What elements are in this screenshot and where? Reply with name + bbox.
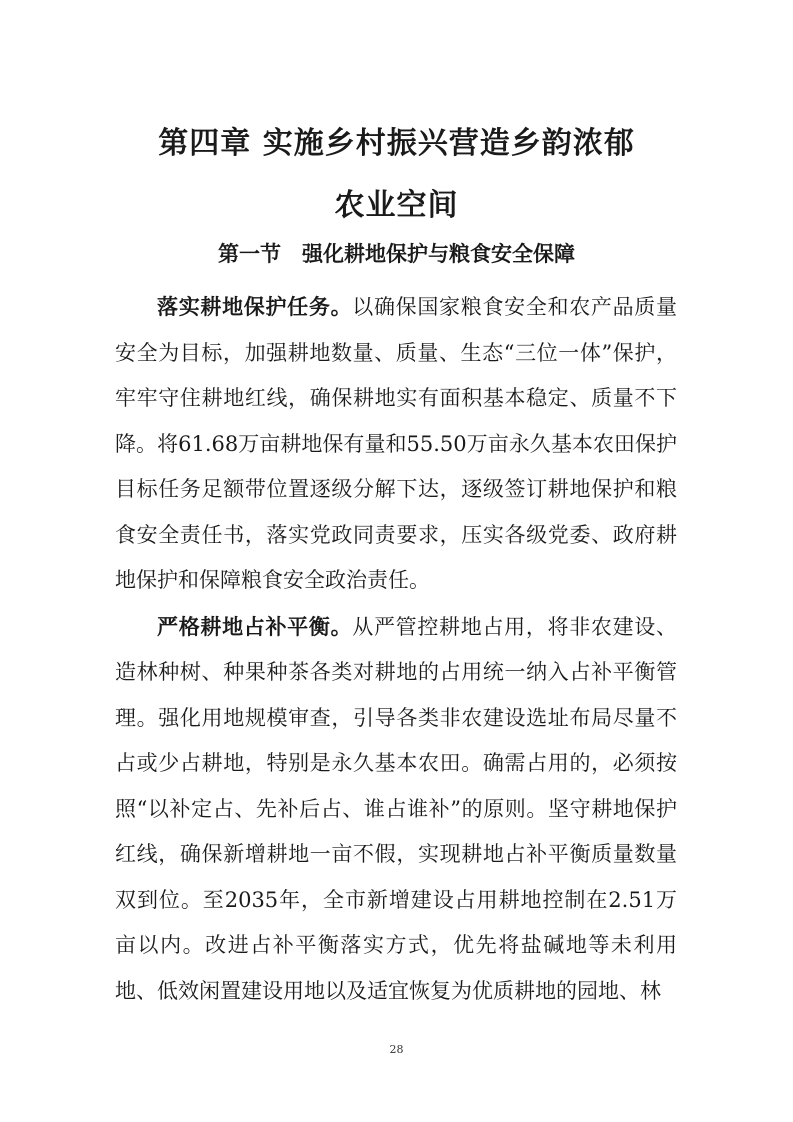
paragraph-lead: 严格耕地占补平衡。 — [157, 613, 353, 639]
chapter-title-line2: 农业空间 — [334, 188, 459, 223]
paragraph-farmland-protection — [115, 284, 677, 604]
paragraph-lead: 落实耕地保护任务。 — [157, 294, 353, 319]
paragraph-text: 从严管控耕地占用，将非农建设、造林种树、种果种茶各类对耕地的占用统一纳入占补平衡管理。强化用地规模审查，引导各类非农建设选址布局尽量不占或少占耕地，特别是永久基本农田。确需占用的，必须按照“以补定占、先补后占、谁占谁补”的原则。坚守耕地保护红线，确保新增耕地一亩不假，实现耕地占补平衡质量数量双到位。至2035年，全市新增建设占用耕地控制在2.51万亩以内。改进占补平衡落实方式，优先将盐碱地等未利用地、低效闲置建设用地以及适宜恢复为优质耕地的园地、林 — [115, 614, 678, 1003]
page-number: 28 — [389, 1043, 404, 1056]
body-text — [115, 284, 677, 1014]
paragraph-occupation-balance — [115, 604, 677, 1015]
section-title: 第一节 强化耕地保护与粮食安全保障 — [218, 242, 575, 266]
paragraph-text: 以确保国家粮食安全和农产品质量安全为目标，加强耕地数量、质量、生态“三位一体”保护，牢牢守住耕地红线，确保耕地实有面积基本稳定、质量不下降。将61.68万亩耕地保有量和55.50万亩永久基本农田保护目标任务足额带位置逐级分解下达，逐级签订耕地保护和粮食安全责任书，落实党政同责要求，压实各级党委、政府耕地保护和保障粮食安全政治责任。 — [115, 295, 678, 592]
chapter-title-line1: 第四章 实施乡村振兴营造乡韵浓郁 — [158, 126, 635, 161]
